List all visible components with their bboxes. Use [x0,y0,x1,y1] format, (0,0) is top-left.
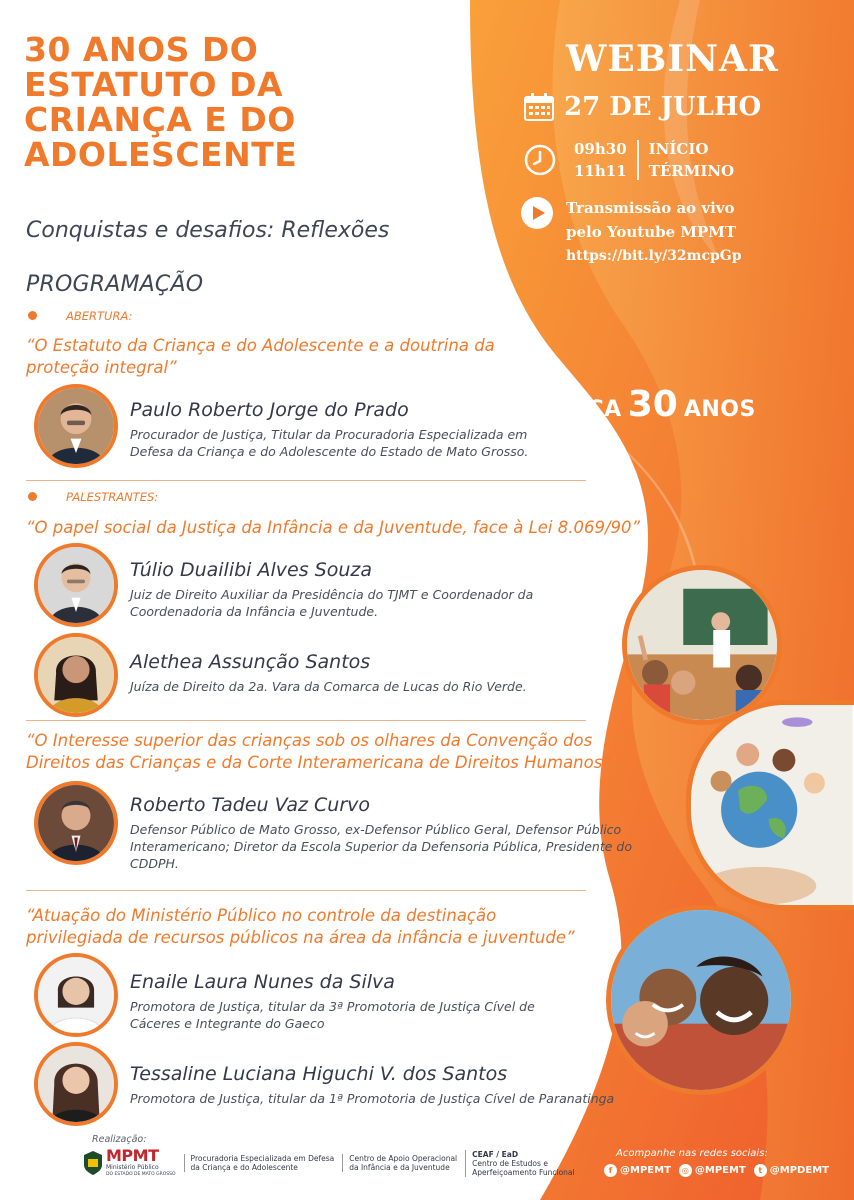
title-line-1: 30 ANOS DO [24,30,259,69]
eca-30-anos-logo [572,384,756,425]
live-stream-text [566,196,742,268]
avatar-speaker-3 [34,633,118,717]
end-time: 11h11 [574,162,627,180]
talk-title-2 [26,517,640,539]
speaker-4-name: Roberto Tadeu Vaz Curvo [130,794,371,816]
eca-prefix: ECA [572,397,622,422]
social-instagram[interactable] [679,1164,746,1177]
speaker-6-desc [130,1090,614,1107]
avatar-speaker-1 [34,384,118,468]
speaker-1-desc-line-2: Defesa da Criança e do Adolescente do Estado de Mato Grosso. [130,444,529,459]
divider-3 [26,890,586,891]
speaker-3-name: Alethea Assunção Santos [130,651,371,673]
org-3-line-2: Centro de Estudos e [472,1158,548,1168]
speaker-6-name: Tessaline Luciana Higuchi V. dos Santos [130,1063,508,1085]
social-twitter[interactable] [754,1164,829,1177]
event-date: 27 DE JULHO [564,92,762,122]
social-label: Acompanhe nas redes sociais: [616,1148,768,1159]
title-line-4: ADOLESCENTE [24,135,298,174]
avatar-speaker-2 [34,543,118,627]
play-icon[interactable] [520,196,554,230]
talk-3-line-2: Direitos das Crianças e da Corte Interamericana de Direitos Humanos” [26,753,611,772]
speakers-tag: PALESTRANTES: [66,490,159,504]
talk-title-3 [26,730,611,774]
children-smiling-photo [606,905,796,1095]
divider-2 [26,720,586,721]
classroom-photo [622,565,782,725]
start-label: INÍCIO [648,140,709,158]
talk-title-1 [26,335,495,379]
speaker-6-desc-line-1: Promotora de Justiça, titular da 1ª Promotoria de Justiça Cível de Paranatinga [130,1091,615,1106]
org-2-line-1: Centro de Apoio Operacional [349,1154,458,1163]
speaker-1-desc-line-1: Procurador de Justiça, Titular da Procuradoria Especializada em [130,427,528,442]
speaker-5-desc [130,998,535,1032]
speaker-2-desc-line-2: Coordenadoria da Infância e Juventude. [130,604,379,619]
mpmt-logo [84,1148,176,1178]
speaker-5-desc-line-2: Cáceres e Integrante do Gaeco [130,1016,325,1031]
main-title [24,32,444,172]
talk-3-line-1: “O Interesse superior das crianças sob os olhares da Convenção dos [26,731,593,750]
speaker-1-desc [130,426,528,460]
mpmt-sub-2: DO ESTADO DE MATO GROSSO [106,1172,176,1177]
speaker-5-name: Enaile Laura Nunes da Silva [130,971,395,993]
org-2-line-2: da Infância e da Juventude [349,1163,450,1172]
speaker-3-desc [130,678,527,695]
date-row [524,92,761,122]
speaker-4-desc-line-3: CDDPH. [130,856,179,871]
talk-title-4 [26,905,575,949]
talk-2-line-1: “O papel social da Justiça da Infância e da Juventude, face à Lei 8.069/90” [26,518,641,537]
eca-suffix: ANOS [683,397,756,422]
divider-1 [26,480,586,481]
webinar-label: WEBINAR [566,38,779,80]
twitter-handle: @MPDEMT [769,1165,829,1176]
talk-1-line-2: proteção integral” [26,358,177,377]
eca-number: 30 [627,384,678,425]
instagram-icon: ◎ [679,1164,692,1177]
realizacao-label: Realização: [92,1134,147,1145]
speaker-1-name: Paulo Roberto Jorge do Prado [130,399,409,421]
start-time: 09h30 [574,140,627,158]
speaker-2-desc-line-1: Juiz de Direito Auxiliar da Presidência do TJMT e Coordenador da [130,587,534,602]
org-3-line-3: Aperfeiçoamento Funcional [472,1167,575,1177]
speaker-2-name: Túlio Duailibi Alves Souza [130,559,372,581]
social-row [604,1164,829,1177]
mpmt-crest-icon [84,1151,102,1175]
instagram-handle: @MPEMT [694,1165,746,1176]
mpmt-logo-text: MPMT [106,1146,159,1165]
subtitle: Conquistas e desafios: Reflexões [26,218,390,243]
opening-bullet [28,311,37,320]
time-block [524,138,734,182]
speaker-5-desc-line-1: Promotora de Justiça, titular da 3ª Promotoria de Justiça Cível de [130,999,535,1014]
calendar-icon [524,93,554,121]
avatar-speaker-6 [34,1042,118,1126]
end-label: TÉRMINO [648,162,735,180]
footer-logos [84,1148,575,1178]
title-line-3: CRIANÇA E DO [24,100,296,139]
avatar-speaker-4 [34,781,118,865]
social-facebook[interactable] [604,1164,671,1177]
facebook-icon: f [604,1164,617,1177]
talk-1-line-1: “O Estatuto da Criança e do Adolescente e a doutrina da [26,336,495,355]
talk-4-line-2: privilegiada de recursos públicos na área da infância e juventude” [26,928,575,947]
speaker-2-desc [130,586,533,620]
mpmt-sub-1: Ministério Público [106,1164,159,1171]
twitter-icon: t [754,1164,767,1177]
time-separator [637,140,639,180]
avatar-speaker-5 [34,953,118,1037]
clock-icon [524,144,556,176]
title-line-2: ESTATUTO DA [24,65,284,104]
footer-org-3 [465,1150,574,1177]
org-3-line-1: CEAF / EaD [472,1149,519,1159]
stream-link[interactable]: https://bit.ly/32mcpGp [566,248,742,264]
speaker-4-desc [130,821,632,872]
talk-4-line-1: “Atuação do Ministério Público no controle da destinação [26,906,497,925]
org-1-line-1: Procuradoria Especializada em Defesa [190,1154,335,1163]
time-labels [649,138,734,182]
org-1-line-2: da Criança e do Adolescente [190,1163,298,1172]
live-stream-block [520,196,742,268]
opening-tag: ABERTURA: [66,309,133,323]
speaker-4-desc-line-2: Interamericano; Diretor da Escola Superior da Defensoria Pública, Presidente do [130,839,632,854]
stream-line-2: pelo Youtube MPMT [566,223,737,241]
footer-org-1 [184,1154,335,1172]
stream-line-1: Transmissão ao vivo [566,199,735,217]
footer-org-2 [342,1154,457,1172]
program-title: PROGRAMAÇÃO [26,272,204,297]
facebook-handle: @MPEMT [620,1165,671,1176]
time-values [574,138,627,182]
speaker-3-desc-line-1: Juíza de Direito da 2a. Vara da Comarca de Lucas do Rio Verde. [130,679,527,694]
speaker-4-desc-line-1: Defensor Público de Mato Grosso, ex-Defensor Público Geral, Defensor Público [130,822,622,837]
speakers-bullet [28,492,37,501]
